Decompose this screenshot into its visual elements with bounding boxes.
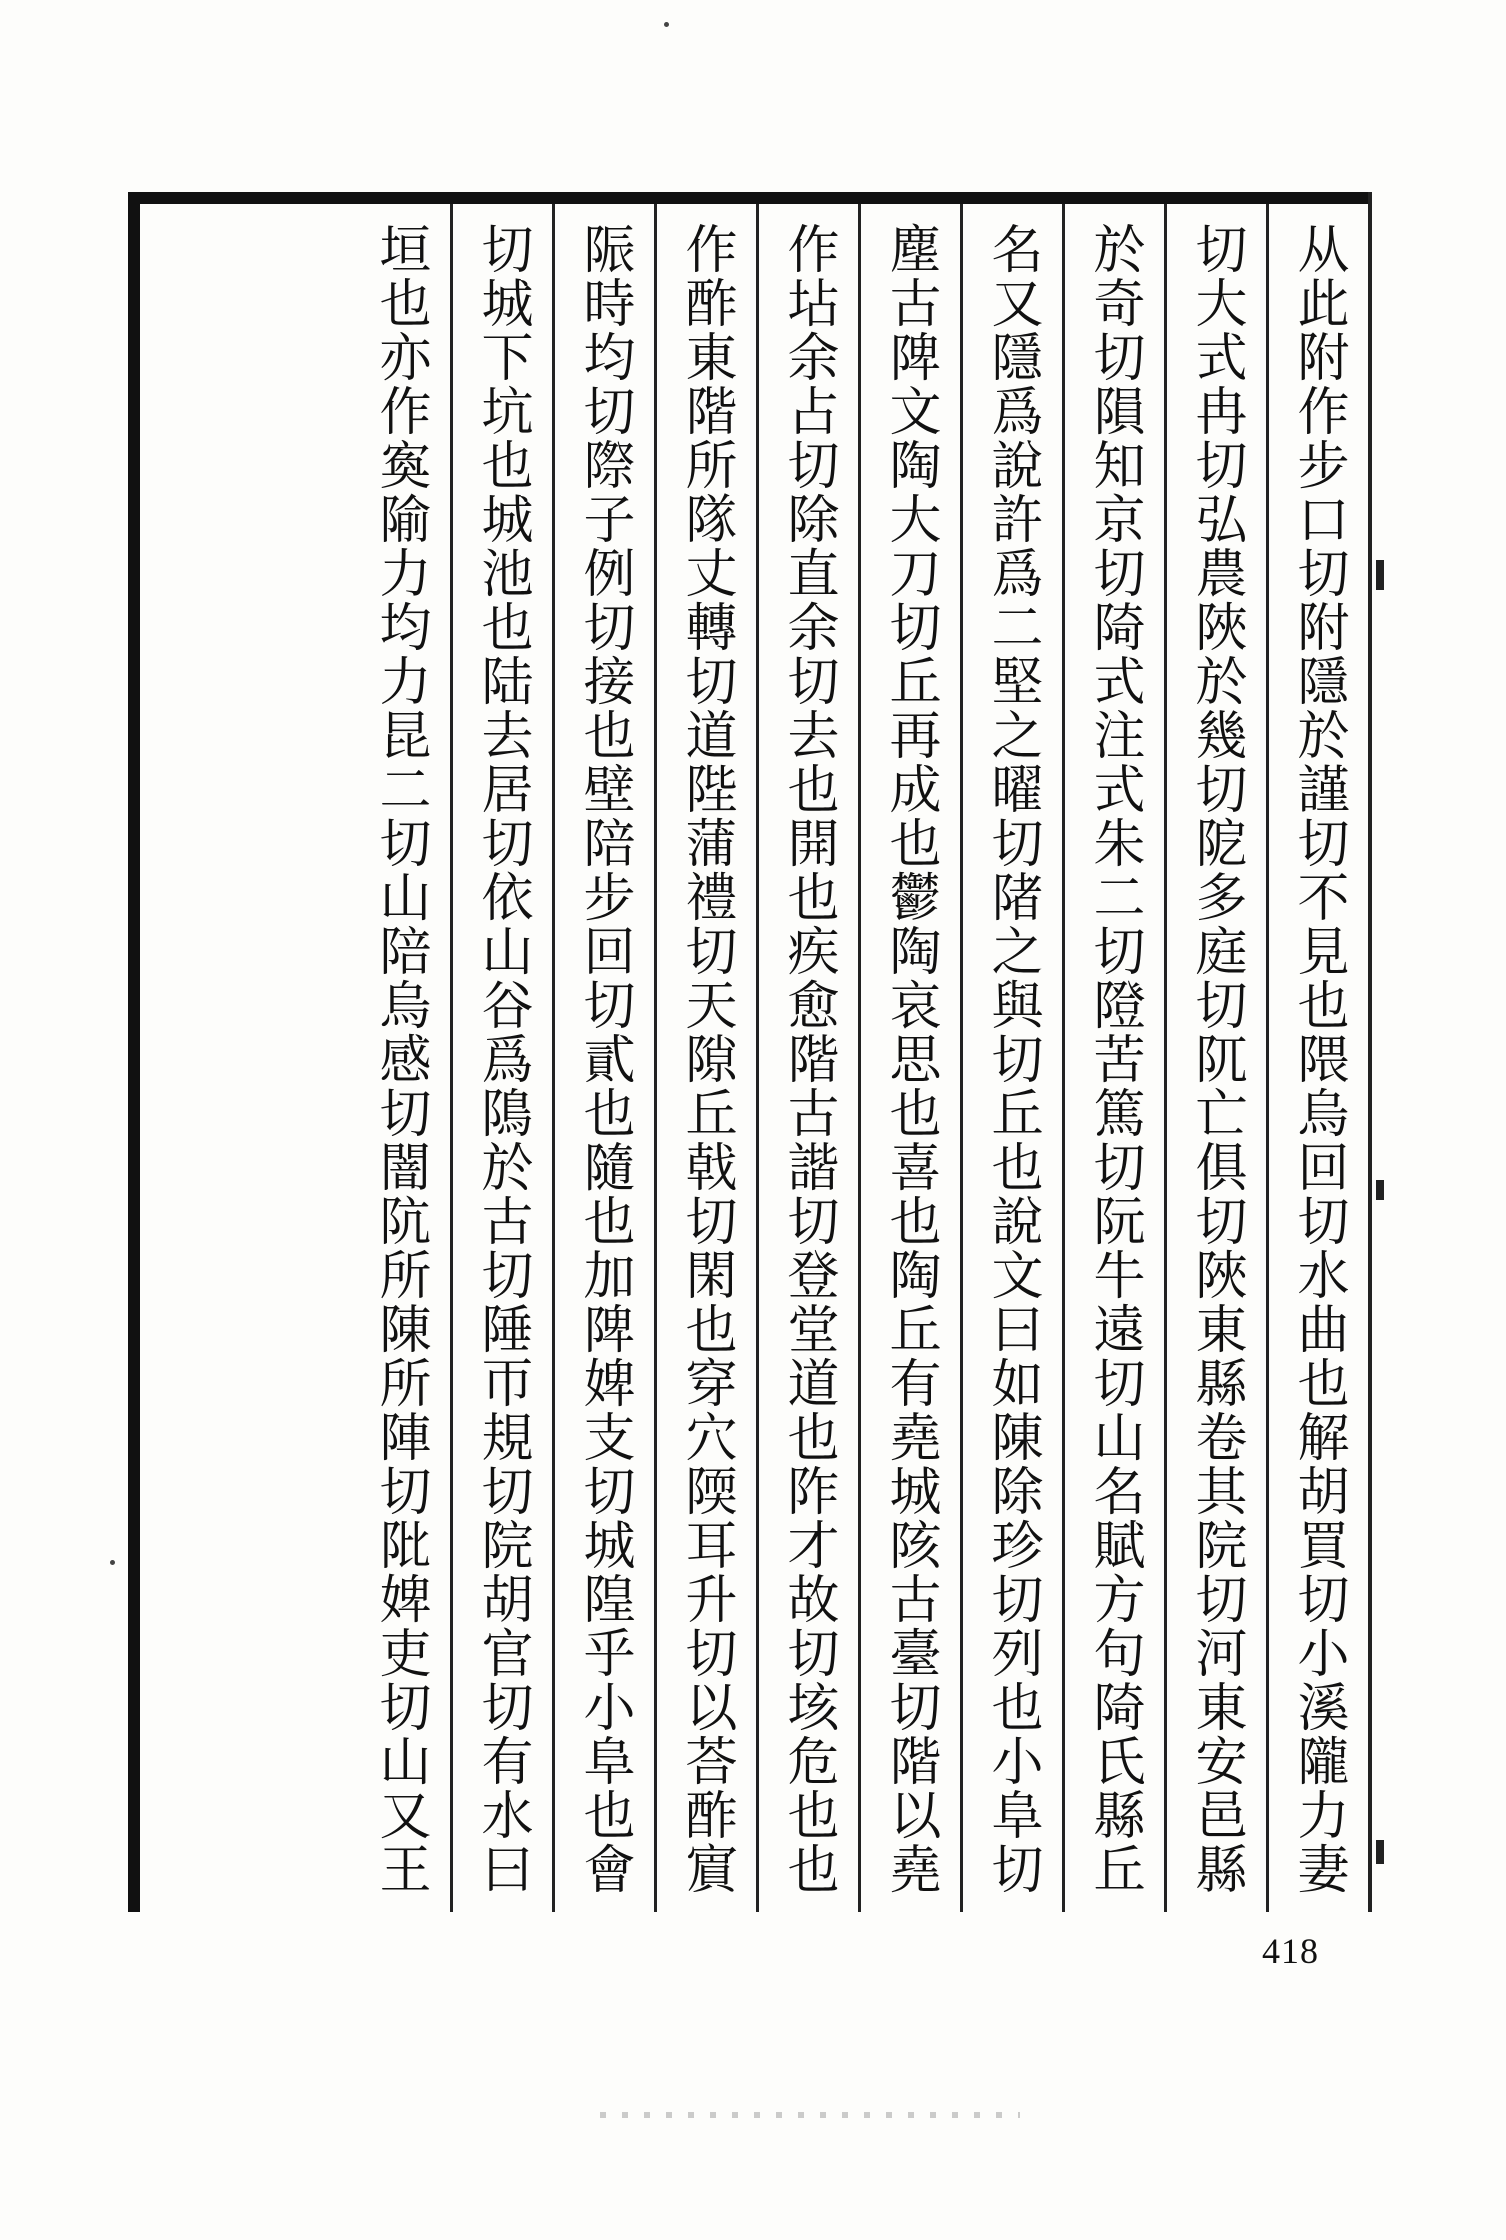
edge-mark — [1376, 1840, 1384, 1864]
scan-speck — [110, 1560, 115, 1565]
scan-speck — [664, 22, 669, 27]
page-number: 418 — [1262, 1931, 1319, 1971]
text-column-2: 切大式冉切弘農陜於幾切阸多庭切阢亡俱切陜東縣卷其院切河東安邑縣 — [1164, 204, 1266, 1912]
text-column-8: 陙時均切際子例切接也壁陪步回切貳也隨也加陴婢支切城隍乎小阜也會 — [552, 204, 654, 1912]
text-columns — [140, 204, 1368, 1912]
scan-specks — [600, 2112, 1020, 2118]
text-column-7: 作酢東階所隊丈轉切道陛蒲禮切天隙丘戟切閑也穿穴陾耳升切以荅酢賔 — [654, 204, 756, 1912]
text-column-6: 作坫余占切除直余切去也開也疾愈階古諧切登堂道也阼才故切垓危也也 — [756, 204, 858, 1912]
edge-mark — [1376, 1180, 1384, 1200]
edge-mark — [1376, 560, 1384, 590]
text-column-10: 垣也亦作寏隃力均力昆二切山陪烏感切闇阬所陳所陣切阰婢吏切山又王 — [370, 222, 430, 1896]
right-border-line — [1368, 192, 1372, 1912]
text-column-4: 名又隱爲說許爲二堅之曜切陼之與切丘也說文曰如陳除珍切列也小阜切 — [960, 204, 1062, 1912]
text-column-3: 於奇切隕知京切陭式注式朱二切隥苦篤切阮牛遠切山名賦方句陭氏縣丘 — [1062, 204, 1164, 1912]
text-column-1: 从此附作步口切附隱於謹切不見也隈烏回切水曲也解胡買切小溪隴力妻 — [1266, 204, 1368, 1912]
text-column-9: 切城下坑也城池也陆去居切依山谷爲隝於古切陲帀規切院胡官切有水曰 — [450, 204, 552, 1912]
text-column-5: 塵古陴文陶大刀切丘再成也鬱陶哀思也喜也陶丘有堯城陔古臺切階以堯 — [858, 204, 960, 1912]
